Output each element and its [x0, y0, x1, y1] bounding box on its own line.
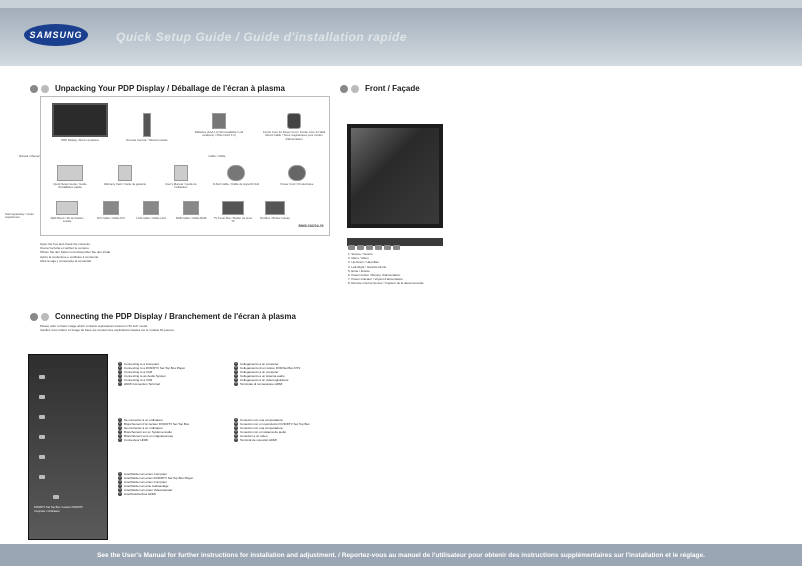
connecting-list-en: [118, 362, 185, 386]
number-icon: 1: [235, 362, 237, 365]
pdp-display-image: [52, 103, 108, 137]
number-icon: 5: [119, 434, 121, 437]
callout: 2. Menu / Menu: [348, 256, 369, 261]
number-icon: 6: [119, 492, 121, 495]
unpacking-heading: [30, 84, 285, 93]
intro-line: Please refer to basic image which contains explanations based on 50 inch model.: [40, 324, 149, 328]
number-icon: 1: [235, 418, 237, 421]
list-text: Se connecter à un ordinateur: [124, 426, 163, 430]
list-text: Terminale di connessione HDMI: [240, 382, 283, 386]
quick-guide-image: [57, 165, 83, 181]
warranty-card-item: [97, 165, 153, 186]
instruction-line: Öffnen Sie den Karton und überprüfen Sie den Inhalt.: [40, 250, 111, 255]
front-control-bar: [347, 238, 443, 246]
item-label: LAN Cable / Câble LAN: [136, 216, 166, 220]
connecting-title: Connecting the PDP Display / Branchement de l'écran à plasma: [55, 312, 296, 321]
number-icon: 1: [119, 418, 121, 421]
warranty-card-image: [118, 165, 132, 181]
list-text: Anschließen an einen Videorekorder: [124, 488, 173, 492]
number-icon: 4: [235, 430, 237, 433]
header-stripe: [0, 0, 802, 8]
item-label: TV Tuner Box / Boîtier de tuner TV: [213, 216, 253, 224]
callout: 3. Up-Down / Haut-Bas: [348, 260, 379, 265]
list-text: Conexión con una computadora: [240, 418, 283, 422]
d-sub-cable-item: [211, 165, 261, 186]
list-text: Connecting to a VCR: [124, 378, 153, 382]
item-label: PDP Display / Écran à plasma: [61, 138, 99, 142]
number-icon: 6: [235, 438, 237, 441]
item-label: User's Manual / Guide de l'utilisateur: [165, 182, 197, 190]
list-text: Collegamento di un lettore DVD/Set Box DTV: [240, 366, 301, 370]
list-item: [118, 438, 189, 442]
item-label: Warranty Card / Carte de garantie: [103, 182, 147, 186]
pdp-display-item: [49, 103, 111, 142]
instruction-line: Abra la caja y compruebe el contenido.: [40, 258, 92, 263]
jack-icon: [53, 495, 59, 499]
page-title: Quick Setup Guide / Guide d'installation rapide: [116, 30, 408, 44]
callout: 4. Left-Right / Gauche-Droite: [348, 264, 387, 269]
users-manual-item: [159, 165, 203, 190]
number-icon: 5: [235, 434, 237, 437]
sold-separately-label: Sold separately / Vente séparément: [5, 212, 34, 220]
footer-banner: [0, 544, 802, 566]
front-tv-image: [347, 124, 443, 228]
rgb-cable-item: [173, 201, 209, 220]
instruction-line: Ouvrez la boîte et vérifiez le contenu.: [40, 246, 90, 251]
list-text: Anschlussbuchse HDMI: [124, 492, 156, 496]
rgb-cable-image: [183, 201, 199, 215]
callout: 5. Enter / Entrée: [348, 268, 370, 273]
list-text: Connecting to an Audio System: [124, 374, 166, 378]
number-icon: 6: [119, 438, 121, 441]
number-icon: 2: [119, 422, 121, 425]
power-cord-image: [288, 165, 306, 181]
list-text: Collegamento a un computer: [240, 370, 279, 374]
number-icon: 1: [119, 362, 121, 365]
number-icon: 2: [119, 366, 121, 369]
number-icon: 5: [119, 378, 121, 381]
number-icon: 6: [119, 382, 121, 385]
list-text: Branchement d'un lecteur DVD/DTV Set Top Box: [124, 422, 190, 426]
jack-label: Computer / Ordinateur: [34, 510, 60, 514]
list-text: HDMI Connection Terminal: [124, 382, 160, 386]
footer-text: See the User's Manual for further instructions for installation and adjustment. / Reportez-vous au manuel de l'utilisateur pour obtenir des instructions supplémentaires sur l'installation et le réglage.: [97, 551, 705, 559]
jack-label: DVD/DTV Set Top Box / Lecteur DVD/DTV: [34, 506, 83, 509]
list-text: Connecting to a VCR: [124, 370, 153, 374]
part-number: BN68-01620A-00: [298, 224, 324, 228]
batteries-image: [212, 113, 226, 129]
bullet-icon: [41, 313, 49, 321]
item-label: D-Sub Cable / Câble de signal D-Sub: [212, 182, 260, 186]
number-icon: 5: [235, 378, 237, 381]
tv-tuner-box-image: [222, 201, 244, 215]
number-icon: 3: [119, 426, 121, 429]
list-item: [118, 382, 185, 386]
jack-icon: [39, 475, 45, 479]
unpacking-instructions: [40, 242, 330, 263]
up-down-button-icon: [366, 245, 373, 250]
header-banner: [0, 0, 802, 66]
bullet-icon: [41, 85, 49, 93]
ferrite-core-item: [263, 113, 325, 141]
front-callouts: [348, 252, 448, 286]
list-item: [118, 492, 193, 496]
wall-mount-item: [47, 201, 87, 224]
cable-label: Cable / Câble: [208, 154, 226, 158]
manual-label: Manual / Manuel: [19, 154, 40, 158]
list-item: [234, 438, 310, 442]
list-text: Anschließen an einen DVD/DTV Set Top Box Player: [124, 476, 194, 480]
list-text: Collegamento a un videoregistratore: [240, 378, 289, 382]
callout: 8. Remote Control Sensor / Capteur de la télécommande: [348, 281, 424, 286]
jack-icon: [39, 375, 45, 379]
number-icon: 2: [235, 422, 237, 425]
item-label: DVI Cable / Câble DVI: [97, 216, 125, 220]
unpacking-title: Unpacking Your PDP Display / Déballage de l'écran à plasma: [55, 84, 285, 93]
list-text: Connecting to a DVD/DTV Set Top Box Player: [124, 366, 186, 370]
list-text: Conexión con una computadora: [240, 426, 283, 430]
number-icon: 2: [235, 366, 237, 369]
list-text: Collegamento a un sistema audio: [240, 374, 285, 378]
bullet-icon: [340, 85, 348, 93]
net-box-image: [265, 201, 285, 215]
callout: 6. Power button / Bouton d'alimentation: [348, 273, 401, 278]
list-text: Conexión con un reproductor DVD/DTV Set Top Box: [240, 422, 310, 426]
number-icon: 4: [119, 374, 121, 377]
net-box-item: [257, 201, 293, 220]
callout: 7. Power indicator / Voyant d'alimentation: [348, 277, 403, 282]
item-label: RGB Cable / Câble RGB: [175, 216, 207, 220]
quick-guide-item: [47, 165, 93, 190]
number-icon: 3: [119, 480, 121, 483]
connecting-list-de: [118, 472, 193, 496]
remote-control-image: [143, 113, 151, 137]
jack-icon: [39, 395, 45, 399]
list-text: Conexión con un sistema de audio: [240, 430, 287, 434]
number-icon: 1: [119, 472, 121, 475]
list-text: Collegamento a un computer: [240, 362, 279, 366]
jack-icon: [39, 415, 45, 419]
list-text: Se connecter à un ordinateur: [124, 418, 163, 422]
front-heading: [340, 84, 420, 93]
dvi-cable-image: [103, 201, 119, 215]
list-text: Anschließen an einen Computer: [124, 472, 167, 476]
jack-icon: [39, 435, 45, 439]
list-text: Anschließen an einen Computer: [124, 480, 167, 484]
number-icon: 4: [235, 374, 237, 377]
bullet-icon: [30, 85, 38, 93]
item-label: Power Cord / Fil électrique: [280, 182, 314, 186]
source-button-icon: [348, 245, 355, 250]
bullet-icon: [30, 313, 38, 321]
jack-icon: [39, 455, 45, 459]
list-text: Connecting to a Computer: [124, 362, 160, 366]
connecting-heading: [30, 312, 296, 321]
number-icon: 3: [235, 370, 237, 373]
intro-line: Veuillez vous référer à l'image de base qui contient des explications basées sur le modèle 50 pouces.: [40, 328, 175, 333]
batteries-item: [191, 113, 247, 138]
ferrite-core-image: [287, 113, 301, 129]
item-label: Batteries (AAA x 2) (Not available in all locations) / Piles (AAA X 2): [194, 130, 244, 138]
item-label: Quick Setup Guide / Guide d'installation rapide: [53, 182, 87, 190]
list-text: Terminal de conexión HDMI: [240, 438, 277, 442]
unpacking-panel: [5, 96, 330, 236]
connecting-list-fr: [118, 418, 189, 442]
item-label: Wall Mount / Kit de fixation murale: [50, 216, 84, 224]
power-cord-item: [269, 165, 325, 186]
list-text: Connecteur HDMI: [124, 438, 149, 442]
remote-control-item: [125, 113, 169, 142]
front-title: Front / Façade: [365, 84, 420, 93]
item-label: Ferrite Core for Power Cord / Ferrite Core for Wall Mount Cable / Tores magnétiques pour cordon d'alimentation: [263, 130, 325, 141]
number-icon: 3: [119, 370, 121, 373]
tv-tuner-box-item: [213, 201, 253, 224]
power-button-icon: [393, 245, 400, 250]
instruction-line: Open the box and check the contents.: [40, 242, 91, 246]
number-icon: 6: [235, 382, 237, 385]
samsung-logo: SAMSUNG: [24, 24, 88, 46]
list-text: Branchement vers un magnétoscope: [124, 434, 174, 438]
wall-mount-image: [56, 201, 78, 215]
connecting-intro: [40, 324, 230, 332]
users-manual-image: [174, 165, 188, 181]
list-item: [234, 382, 300, 386]
number-icon: 4: [119, 484, 121, 487]
number-icon: 4: [119, 430, 121, 433]
lan-cable-item: [133, 201, 169, 220]
list-text: Anschließen an eine Audioanlage: [124, 484, 169, 488]
number-icon: 3: [235, 426, 237, 429]
item-label: Remote Control / Télécommande: [126, 138, 168, 142]
d-sub-cable-image: [227, 165, 245, 181]
menu-button-icon: [357, 245, 364, 250]
item-label: Net Box / Boîtier réseau: [260, 216, 290, 220]
enter-button-icon: [384, 245, 391, 250]
list-text: Conexión a un vídeo: [240, 434, 268, 438]
lan-cable-image: [143, 201, 159, 215]
list-text: Branchement sur un Système Audio: [124, 430, 172, 434]
number-icon: 5: [119, 488, 121, 491]
jack-labels: [34, 506, 104, 514]
bullet-icon: [351, 85, 359, 93]
callout: 1. Source / Source: [348, 252, 373, 256]
connecting-list-it: [234, 362, 300, 386]
dvi-cable-item: [93, 201, 129, 220]
connecting-list-es: [234, 418, 310, 442]
instruction-line: Aprire la confezione e verificare il contenuto.: [40, 254, 100, 259]
number-icon: 2: [119, 476, 121, 479]
left-right-button-icon: [375, 245, 382, 250]
